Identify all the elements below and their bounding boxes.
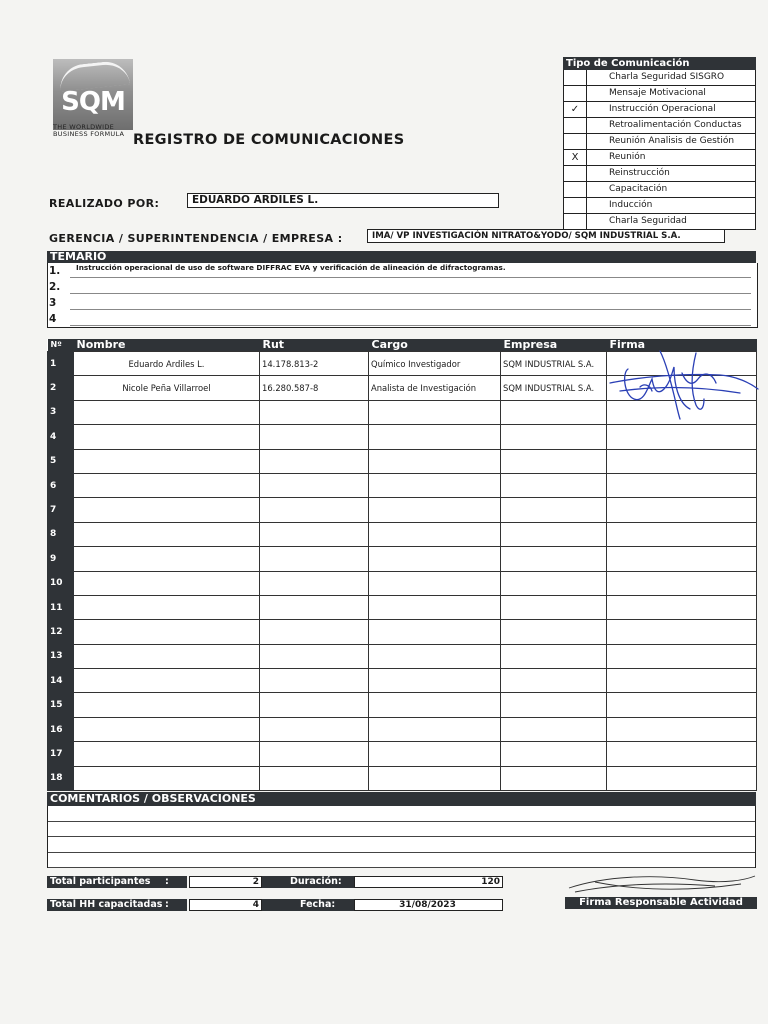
cargo-cell [369, 498, 501, 522]
row-number: 1 [48, 352, 74, 376]
table-row [48, 644, 757, 668]
tipo-item [563, 118, 756, 134]
cargo-cell [369, 766, 501, 790]
firma-cell [607, 620, 757, 644]
duracion-label: Duración: [262, 876, 354, 888]
table-row [48, 595, 757, 619]
temario-line [70, 309, 751, 310]
comentarios-section [47, 792, 756, 868]
nombre-cell [74, 473, 260, 497]
tipo-item [563, 198, 756, 214]
row-number: 16 [48, 717, 74, 741]
fecha-label: Fecha: [262, 899, 354, 911]
fecha-value: 31/08/2023 [354, 899, 503, 911]
rut-cell [260, 547, 369, 571]
signature-image [600, 343, 760, 421]
tipo-checkbox[interactable]: ✓ [564, 102, 587, 117]
empresa-cell [501, 766, 607, 790]
rut-cell [260, 449, 369, 473]
logo-text: SQM [61, 87, 125, 117]
table-row [48, 473, 757, 497]
tipo-item [563, 86, 756, 102]
empresa-cell [501, 425, 607, 449]
total-hh-text: Total HH capacitadas [50, 899, 163, 910]
table-row [48, 717, 757, 741]
cargo-cell: Analista de Investigación [369, 376, 501, 400]
nombre-cell [74, 644, 260, 668]
firma-cell [607, 571, 757, 595]
firma-cell [607, 669, 757, 693]
row-number: 7 [48, 498, 74, 522]
firma-cell [607, 449, 757, 473]
tipo-checkbox[interactable]: X [564, 150, 587, 165]
tipo-item-label: Reunión [609, 152, 646, 162]
rut-cell: 14.178.813-2 [260, 352, 369, 376]
empresa-cell [501, 644, 607, 668]
tipo-item [563, 214, 756, 230]
nombre-cell [74, 717, 260, 741]
tipo-title: Tipo de Comunicación [563, 57, 756, 70]
cargo-cell [369, 473, 501, 497]
nombre-cell [74, 571, 260, 595]
logo-tagline-1: THE WORLDWIDE [53, 123, 115, 131]
col-firma-header: Firma [607, 339, 757, 352]
tipo-item [563, 150, 756, 166]
tipo-comunicacion [563, 57, 756, 230]
row-number: 15 [48, 693, 74, 717]
nombre-cell: Eduardo Ardiles L. [74, 352, 260, 376]
firma-cell [607, 693, 757, 717]
tipo-checkbox[interactable] [564, 198, 587, 213]
empresa-cell [501, 522, 607, 546]
gerencia-field: IMA/ VP INVESTIGACIÓN NITRATO&YODO/ SQM INDUSTRIAL S.A. [367, 229, 725, 243]
firma-cell [607, 547, 757, 571]
temario-box [47, 263, 758, 328]
table-row [48, 620, 757, 644]
nombre-cell [74, 400, 260, 424]
rut-cell [260, 766, 369, 790]
tipo-item-label: Reinstrucción [609, 168, 670, 178]
temario-row-text: Instrucción operacional de uso de software DIFFRAC EVA y verificación de alineación de difractogramas. [76, 263, 506, 272]
row-number: 12 [48, 620, 74, 644]
col-nombre-header: Nombre [74, 339, 260, 352]
row-number: 4 [48, 425, 74, 449]
table-row [48, 669, 757, 693]
empresa-cell [501, 473, 607, 497]
temario-row [48, 295, 757, 311]
firma-cell [607, 522, 757, 546]
temario-line [70, 325, 751, 326]
cargo-cell [369, 669, 501, 693]
empresa-cell [501, 571, 607, 595]
nombre-cell [74, 620, 260, 644]
row-number: 14 [48, 669, 74, 693]
nombre-cell [74, 425, 260, 449]
table-row [48, 571, 757, 595]
rut-cell [260, 400, 369, 424]
row-number: 13 [48, 644, 74, 668]
total-hh-value: 4 [189, 899, 262, 911]
empresa-cell [501, 498, 607, 522]
rut-cell [260, 571, 369, 595]
rut-cell [260, 522, 369, 546]
temario-title: TEMARIO [47, 251, 756, 263]
table-row [48, 425, 757, 449]
nombre-cell [74, 742, 260, 766]
responsable-signature-image [565, 870, 757, 896]
empresa-cell [501, 449, 607, 473]
table-row [48, 449, 757, 473]
empresa-cell [501, 547, 607, 571]
table-row [48, 522, 757, 546]
table-row [48, 498, 757, 522]
col-cargo-header: Cargo [369, 339, 501, 352]
tipo-checkbox[interactable] [564, 182, 587, 197]
logo-tagline-2: BUSINESS FORMULA [53, 130, 125, 138]
total-participantes-value: 2 [189, 876, 262, 888]
tipo-item [563, 182, 756, 198]
cargo-cell [369, 400, 501, 424]
tipo-checkbox[interactable] [564, 118, 587, 133]
cargo-cell [369, 742, 501, 766]
row-number: 2 [48, 376, 74, 400]
row-number: 5 [48, 449, 74, 473]
nombre-cell [74, 522, 260, 546]
temario-row [48, 279, 757, 295]
nombre-cell [74, 595, 260, 619]
temario-row-number: 4 [49, 313, 57, 325]
cargo-cell [369, 449, 501, 473]
rut-cell [260, 595, 369, 619]
empresa-cell [501, 693, 607, 717]
cargo-cell [369, 571, 501, 595]
firma-cell [607, 425, 757, 449]
table-row [48, 693, 757, 717]
comentarios-line [48, 806, 755, 822]
row-number: 18 [48, 766, 74, 790]
tipo-item-label: Mensaje Motivacional [609, 88, 706, 98]
nombre-cell [74, 693, 260, 717]
page-title: REGISTRO DE COMUNICACIONES [133, 132, 405, 148]
rut-cell: 16.280.587-8 [260, 376, 369, 400]
logo-tagline [53, 124, 143, 138]
cargo-cell [369, 693, 501, 717]
row-number: 17 [48, 742, 74, 766]
comentarios-box [47, 806, 756, 868]
tipo-item [563, 70, 756, 86]
rut-cell [260, 644, 369, 668]
col-empresa-header: Empresa [501, 339, 607, 352]
total-participantes-label [47, 876, 187, 888]
comentarios-title: COMENTARIOS / OBSERVACIONES [47, 792, 756, 806]
tipo-item [563, 134, 756, 150]
tipo-checkbox[interactable] [564, 70, 587, 85]
firma-cell [607, 498, 757, 522]
rut-cell [260, 425, 369, 449]
cargo-cell [369, 717, 501, 741]
tipo-item-label: Instrucción Operacional [609, 104, 716, 114]
row-number: 10 [48, 571, 74, 595]
empresa-cell: SQM INDUSTRIAL S.A. [501, 376, 607, 400]
tipo-item-label: Charla Seguridad SISGRO [609, 72, 725, 82]
cargo-cell [369, 547, 501, 571]
temario-row-number: 3 [49, 297, 57, 309]
cargo-cell [369, 595, 501, 619]
table-row [48, 742, 757, 766]
tipo-checkbox[interactable] [564, 214, 587, 229]
temario-line [70, 277, 751, 278]
empresa-cell [501, 742, 607, 766]
total-participantes-text: Total participantes [50, 876, 151, 887]
cargo-cell: Químico Investigador [369, 352, 501, 376]
comentarios-line [48, 822, 755, 838]
empresa-cell [501, 717, 607, 741]
gerencia-label: GERENCIA / SUPERINTENDENCIA / EMPRESA : [49, 232, 343, 245]
tipo-checkbox[interactable] [564, 166, 587, 181]
duracion-value: 120 [354, 876, 503, 888]
total-hh-label [47, 899, 187, 911]
tipo-item [563, 166, 756, 182]
row-number: 3 [48, 400, 74, 424]
empresa-cell: SQM INDUSTRIAL S.A. [501, 352, 607, 376]
temario-row [48, 311, 757, 327]
cargo-cell [369, 425, 501, 449]
empresa-cell [501, 400, 607, 424]
rut-cell [260, 717, 369, 741]
realizado-field: EDUARDO ARDILES L. [187, 193, 499, 208]
temario-row-number: 1. [49, 265, 61, 277]
firma-cell [607, 595, 757, 619]
sqm-logo [53, 59, 133, 130]
cargo-cell [369, 644, 501, 668]
firma-cell [607, 766, 757, 790]
rut-cell [260, 473, 369, 497]
total-hh-colon: : [165, 899, 169, 910]
nombre-cell [74, 766, 260, 790]
table-row [48, 547, 757, 571]
empresa-cell [501, 669, 607, 693]
nombre-cell [74, 498, 260, 522]
tipo-item-label: Capacitación [609, 184, 668, 194]
rut-cell [260, 669, 369, 693]
rut-cell [260, 693, 369, 717]
tipo-item [563, 102, 756, 118]
nombre-cell [74, 669, 260, 693]
row-number: 9 [48, 547, 74, 571]
table-row [48, 766, 757, 790]
cargo-cell [369, 522, 501, 546]
rut-cell [260, 498, 369, 522]
cargo-cell [369, 620, 501, 644]
tipo-item-label: Charla Seguridad [609, 216, 687, 226]
firma-responsable-label: Firma Responsable Actividad [565, 897, 757, 909]
tipo-item-label: Inducción [609, 200, 653, 210]
row-number: 8 [48, 522, 74, 546]
realizado-label: REALIZADO POR: [49, 197, 160, 210]
tipo-item-label: Retroalimentación Conductas [609, 120, 742, 130]
comentarios-line [48, 853, 755, 869]
col-num-header: Nº [48, 339, 74, 352]
nombre-cell: Nicole Peña Villarroel [74, 376, 260, 400]
rut-cell [260, 620, 369, 644]
firma-cell [607, 644, 757, 668]
row-number: 11 [48, 595, 74, 619]
firma-cell [607, 473, 757, 497]
temario-row [48, 263, 757, 279]
comentarios-line [48, 837, 755, 853]
nombre-cell [74, 449, 260, 473]
firma-cell [607, 742, 757, 766]
firma-cell [607, 717, 757, 741]
rut-cell [260, 742, 369, 766]
tipo-item-label: Reunión Analisis de Gestión [609, 136, 735, 146]
empresa-cell [501, 620, 607, 644]
empresa-cell [501, 595, 607, 619]
row-number: 6 [48, 473, 74, 497]
total-participantes-colon: : [165, 876, 169, 887]
col-rut-header: Rut [260, 339, 369, 352]
temario-row-number: 2. [49, 281, 61, 293]
nombre-cell [74, 547, 260, 571]
temario-line [70, 293, 751, 294]
tipo-checkbox[interactable] [564, 86, 587, 101]
tipo-checkbox[interactable] [564, 134, 587, 149]
